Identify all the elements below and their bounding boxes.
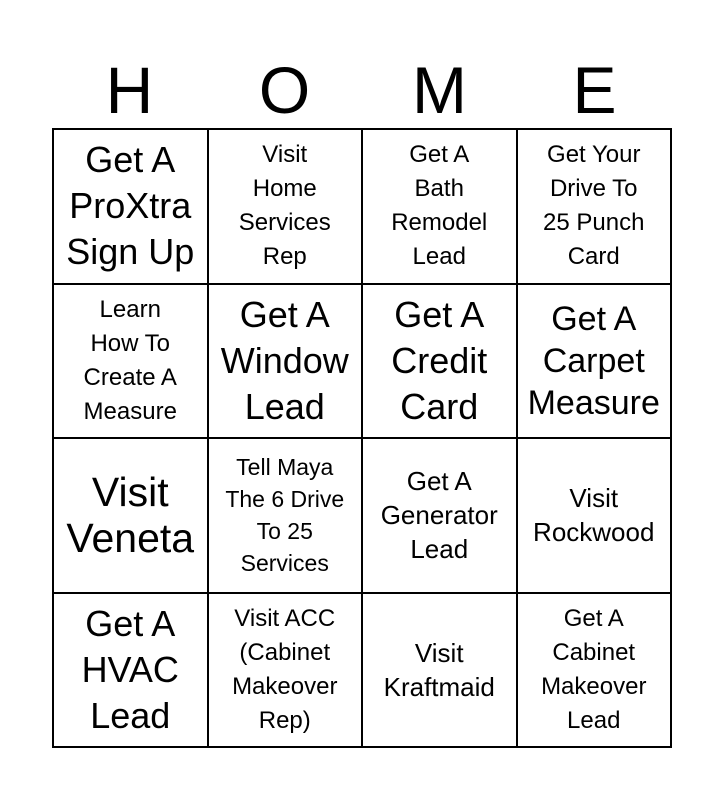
bingo-cell[interactable] <box>54 285 209 440</box>
cell-label: Get Your Drive To 25 Punch Card <box>543 141 645 271</box>
bingo-cell[interactable] <box>54 130 209 285</box>
cell-label: Visit ACC (Cabinet Makeover Rep) <box>232 604 338 734</box>
header-letter-e: E <box>572 53 617 127</box>
cell-label: Get A Bath Remodel Lead <box>391 141 488 271</box>
cell-label: Visit Veneta <box>66 469 195 562</box>
bingo-cell[interactable] <box>209 130 364 285</box>
bingo-cell[interactable] <box>54 439 209 594</box>
cell-label: Learn How To Create A Measure <box>83 295 177 425</box>
cell-label: Visit Kraftmaid <box>383 637 495 702</box>
cell-label: Visit Home Services Rep <box>238 141 331 271</box>
bingo-cell[interactable] <box>209 285 364 440</box>
cell-label: Get A Credit Card <box>391 293 488 427</box>
bingo-cell[interactable] <box>518 439 673 594</box>
cell-label: Visit Rockwood <box>533 483 655 548</box>
cell-label: Get A Carpet Measure <box>527 299 660 422</box>
bingo-cell[interactable] <box>518 285 673 440</box>
bingo-cell[interactable] <box>209 439 364 594</box>
bingo-cell[interactable] <box>363 594 518 749</box>
header-letter-m: M <box>412 53 467 127</box>
header-letter-h: H <box>105 53 154 127</box>
cell-label: Get A HVAC Lead <box>81 602 179 736</box>
bingo-cell[interactable] <box>54 594 209 749</box>
cell-label: Get A Cabinet Makeover Lead <box>541 604 647 734</box>
bingo-cell[interactable] <box>363 439 518 594</box>
bingo-cell[interactable] <box>518 594 673 749</box>
bingo-board <box>52 128 672 748</box>
bingo-cell[interactable] <box>363 130 518 285</box>
header-letter-o: O <box>258 53 311 127</box>
cell-label: Get A Generator Lead <box>380 466 498 565</box>
bingo-cell[interactable] <box>518 130 673 285</box>
bingo-cell[interactable] <box>209 594 364 749</box>
cell-label: Get A ProXtra Sign Up <box>66 139 195 273</box>
bingo-cell[interactable] <box>363 285 518 440</box>
cell-label: Get A Window Lead <box>220 293 349 427</box>
cell-label: Tell Maya The 6 Drive To 25 Services <box>225 454 345 577</box>
bingo-header <box>52 52 672 128</box>
